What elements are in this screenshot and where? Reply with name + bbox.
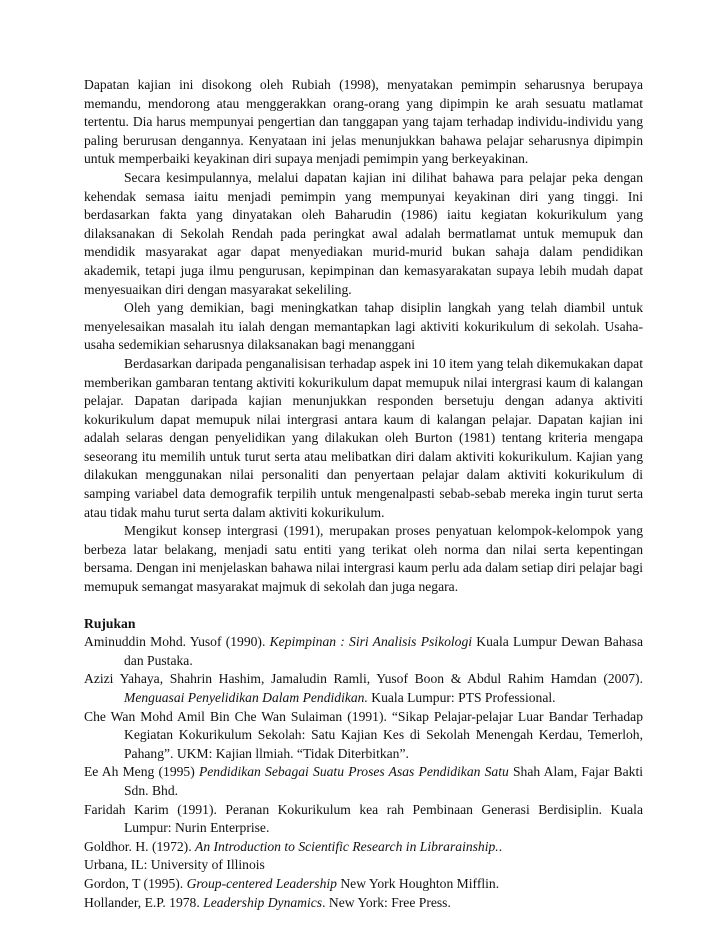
reference-entry: Goldhor. H. (1972). An Introduction to Scientific Research in Librarainship.. [84,838,503,854]
body-paragraph: Secara kesimpulannya, melalui dapatan kajian ini dilihat bahawa para pelajar peka dengan kehendak semasa iaitu menjadi pemimpin yang mempunyai keyakinan diri yang tinggi. Ini berdasarkan fakta yang dinyatakan oleh Baharudin (1986) iaitu kegiatan kokurikulum yang dilaksanakan di Sekolah Rendah pada peringkat awal adalah bermatlamat untuk memupuk dan mendidik masyarakat agar dapat menyediakan murid-murid bukan sahaja dalam pendidikan akademik, tetapi juga ilmu pengurusan, kepimpinan dan kemasyarakatan supaya lebih mudah dapat menyesuaikan diri dengan masyarakat sekeliling. [84,169,643,297]
reference-entry: Hollander, E.P. 1978. Leadership Dynamics. New York: Free Press. [84,894,451,910]
reference-entry: Faridah Karim (1991). Peranan Kokurikulum kea rah Pembinaan Generasi Berdisiplin. Kuala Lumpur: Nurin Enterprise. [84,801,643,836]
reference-entry: Azizi Yahaya, Shahrin Hashim, Jamaludin Ramli, Yusof Boon & Abdul Rahim Hamdan (2007). Menguasai Penyelidikan Dalam Pendidikan. Kuala Lumpur: PTS Professional. [84,671,643,705]
reference-entry: Ee Ah Meng (1995) Pendidikan Sebagai Suatu Proses Asas Pendidikan Satu Shah Alam, Fajar Bakti Sdn. Bhd. [84,764,643,798]
reference-entry-continuation: Urbana, IL: University of Illinois [84,857,265,873]
body-paragraph: Mengikut konsep intergrasi (1991), merupakan proses penyatuan kelompok-kelompok yang berbeza latar belakang, menjadi satu entiti yang terikat oleh norma dan nilai serta kepentingan bersama. Dengan ini menjelaskan bahawa nilai intergrasi kaum perlu ada dalam setiap diri pelajar bagi memupuk semangat masyarakat majmuk di sekolah dan juga negara. [84,523,643,595]
reference-entry: Gordon, T (1995). Group-centered Leadership New York Houghton Mifflin. [84,875,500,891]
body-paragraph: Berdasarkan daripada penganalisisan terhadap aspek ini 10 item yang telah dikemukakan dapat memberikan gambaran tentang aktiviti kokurikulum dapat memupuk nilai intergrasi kaum di kalangan pelajar. Dapatan daripada kajian menunjukkan responden bersetuju dengan adanya aktiviti kokurikulum dapat memupuk nilai intergrasi antara kaum di kalangan pelajar. Dapatan kajian ini adalah selaras dengan penyelidikan yang dilakukan oleh Burton (1981) tentang kriteria mengapa seseorang itu memilih untuk turut serta atau melibatkan diri dalam aktiviti kokurikulum. Kajian yang dilakukan menggunakan nilai personaliti dan penyertaan pelajar dalam aktiviti kokurikulum di samping variabel data demografik terpilih untuk mengenalpasti sebab-sebab mereka ingin turut serta atau tidak mahu turut serta dalam aktiviti kokurikulum. [84,355,643,520]
reference-entry: Aminuddin Mohd. Yusof (1990). Kepimpinan : Siri Analisis Psikologi Kuala Lumpur Dewan Bahasa dan Pustaka. [84,634,643,668]
references-heading: Rujukan [84,615,136,631]
references-list [84,633,643,912]
body-paragraph: Oleh yang demikian, bagi meningkatkan tahap disiplin langkah yang telah diambil untuk menyelesaikan masalah itu ialah dengan memantapkan lagi aktiviti kokurikulum di sekolah. Usaha-usaha sedemikian seharusnya dilaksanakan bagi menanggani [84,300,643,353]
body-paragraph: Dapatan kajian ini disokong oleh Rubiah (1998), menyatakan pemimpin seharusnya berupaya memandu, mendorong atau menggerakkan orang-orang yang dipimpin ke arah sesuatu matlamat tertentu. Dia harus mempunyai pengertian dan tanggapan yang tajam terhadap individu-individu yang paling berurusan dengannya. Kenyataan ini jelas menunjukkan bahawa pelajar seharusnya dipimpin untuk memperbaiki keyakinan diri supaya menjadi pemimpin yang berkeyakinan. [84,77,643,167]
document-page [84,76,643,912]
reference-entry: Che Wan Mohd Amil Bin Che Wan Sulaiman (1991). “Sikap Pelajar-pelajar Luar Bandar Terhadap Kegiatan Kokurikulum Sekolah: Satu Kajian Kes di Sekolah Menengah Kerdau, Temerloh, Pahang”. UKM: Kajian llmiah. “Tidak Diterbitkan”. [84,708,643,761]
